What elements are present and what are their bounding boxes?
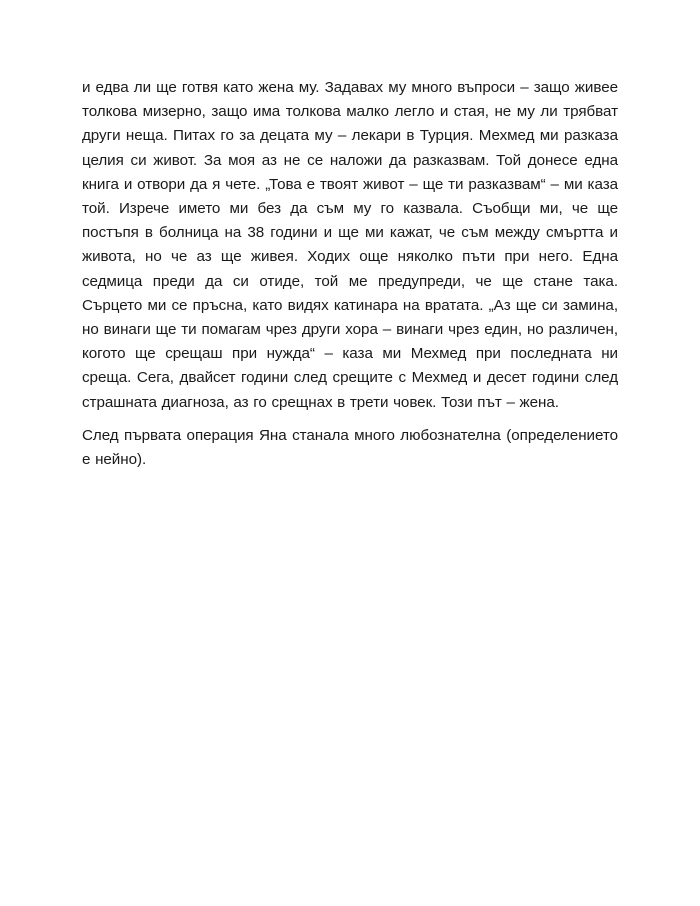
paragraph-2: След първата операция Яна станала много любознателна (определението е нейно). <box>82 426 618 469</box>
document-body <box>82 76 618 472</box>
paragraph-1: и едва ли ще готвя като жена му. Задавах му много въпроси – защо живее толкова мизерно, защо има толкова малко легло и стая, не му ли трябват други неща. Питах го за децата му – лекари в Турция. Мехмед ми разказа целия си живот. За моя аз не се наложи да разказвам. Той донесе една книга и отвори да я чете. „Това е твоят живот – ще ти разказвам“ – ми каза той. Изрече името ми без да съм му го казвала. Съобщи ми, че ще постъпя в болница на 38 години и ще ми кажат, че съм между смъртта и живота, но че аз ще живея. Ходих още няколко пъти при него. Една седмица преди да си отиде, той ме предупреди, че ще стане така. Сърцето ми се пръсна, като видях катинара на вратата. „Аз ще си замина, но винаги ще ти помагам чрез други хора – винаги чрез един, но различен, когото ще срещаш при нужда“ – каза ми Мехмед при последната ни среща. Сега, двайсет години след срещите с Мехмед и десет години след страшната диагноза, аз го срещнах в трети човек. Този път – жена. <box>82 79 618 411</box>
